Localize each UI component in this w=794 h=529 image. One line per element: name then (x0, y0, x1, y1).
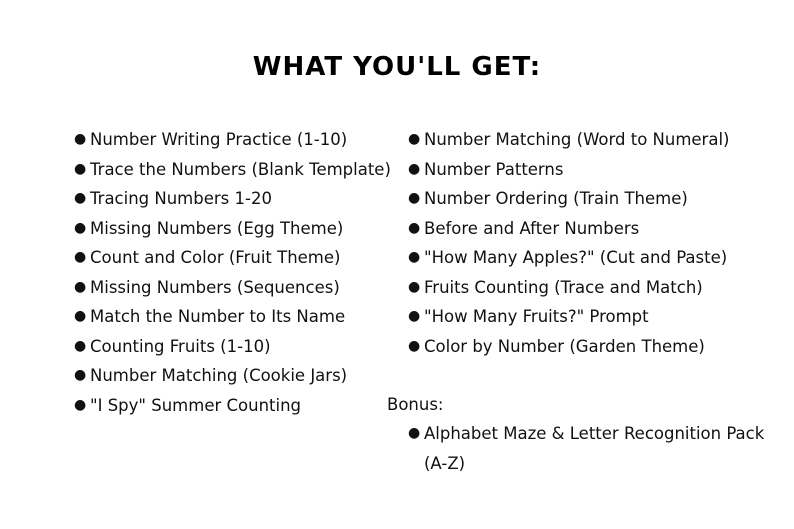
bullet-icon: ● (74, 337, 87, 354)
bonus-list (408, 419, 780, 478)
list-item (74, 243, 392, 273)
list-item (408, 302, 780, 332)
list-item (74, 155, 392, 185)
bullet-icon: ● (408, 131, 421, 147)
bullet-icon: ● (74, 367, 87, 383)
right-feature-list (408, 125, 780, 361)
list-item (74, 214, 392, 244)
bullet-icon: ● (74, 308, 87, 324)
list-item (408, 184, 780, 214)
list-item-label: Number Ordering (Train Theme) (424, 189, 688, 208)
list-item (408, 332, 780, 362)
list-item (74, 125, 392, 155)
list-item-label: "How Many Apples?" (Cut and Paste) (424, 248, 728, 267)
list-item (408, 155, 780, 185)
list-item (408, 214, 780, 244)
list-item (408, 273, 780, 303)
bullet-icon: ● (408, 219, 421, 236)
list-item-label: Missing Numbers (Egg Theme) (90, 218, 344, 238)
list-item-label: Alphabet Maze & Letter Recognition Pack (A-Z) (424, 424, 765, 473)
list-item (74, 273, 392, 303)
bullet-icon: ● (74, 160, 87, 177)
left-feature-list (74, 125, 392, 420)
bullet-icon: ● (74, 131, 87, 147)
list-item-label: Number Matching (Word to Numeral) (424, 130, 730, 149)
list-item-label: Tracing Numbers 1-20 (90, 189, 272, 208)
list-item (74, 302, 392, 332)
list-item-label: Fruits Counting (Trace and Match) (424, 277, 703, 297)
list-item (74, 184, 392, 214)
list-item (408, 243, 780, 273)
list-item-label: Counting Fruits (1-10) (90, 336, 271, 356)
list-item-label: Match the Number to Its Name (90, 307, 346, 326)
bullet-icon: ● (408, 190, 421, 206)
list-item (74, 361, 392, 391)
bullet-icon: ● (408, 337, 421, 354)
list-item-label: Number Patterns (424, 159, 564, 179)
list-item-label: Count and Color (Fruit Theme) (90, 248, 341, 267)
list-item-label: Number Writing Practice (1-10) (90, 130, 348, 149)
bullet-icon: ● (408, 425, 421, 441)
list-item (408, 419, 780, 478)
bullet-icon: ● (74, 278, 87, 295)
bullet-icon: ● (408, 249, 421, 265)
page-title: WHAT YOU'LL GET: (252, 52, 542, 82)
list-item (408, 125, 780, 155)
bullet-icon: ● (74, 219, 87, 236)
bullet-icon: ● (408, 308, 421, 324)
list-item (74, 332, 392, 362)
bullet-icon: ● (74, 396, 87, 413)
list-item-label: Color by Number (Garden Theme) (424, 336, 705, 356)
list-item-label: "How Many Fruits?" Prompt (424, 307, 649, 326)
list-item-label: Missing Numbers (Sequences) (90, 277, 340, 297)
list-item (74, 391, 392, 421)
list-item-label: Before and After Numbers (424, 218, 640, 238)
list-item-label: "I Spy" Summer Counting (90, 395, 302, 415)
list-item-label: Number Matching (Cookie Jars) (90, 366, 348, 385)
bullet-icon: ● (408, 160, 421, 177)
list-item-label: Trace the Numbers (Blank Template) (90, 159, 391, 179)
bullet-icon: ● (408, 278, 421, 295)
bonus-label: Bonus: (387, 395, 444, 414)
bullet-icon: ● (74, 249, 87, 265)
bullet-icon: ● (74, 190, 87, 206)
